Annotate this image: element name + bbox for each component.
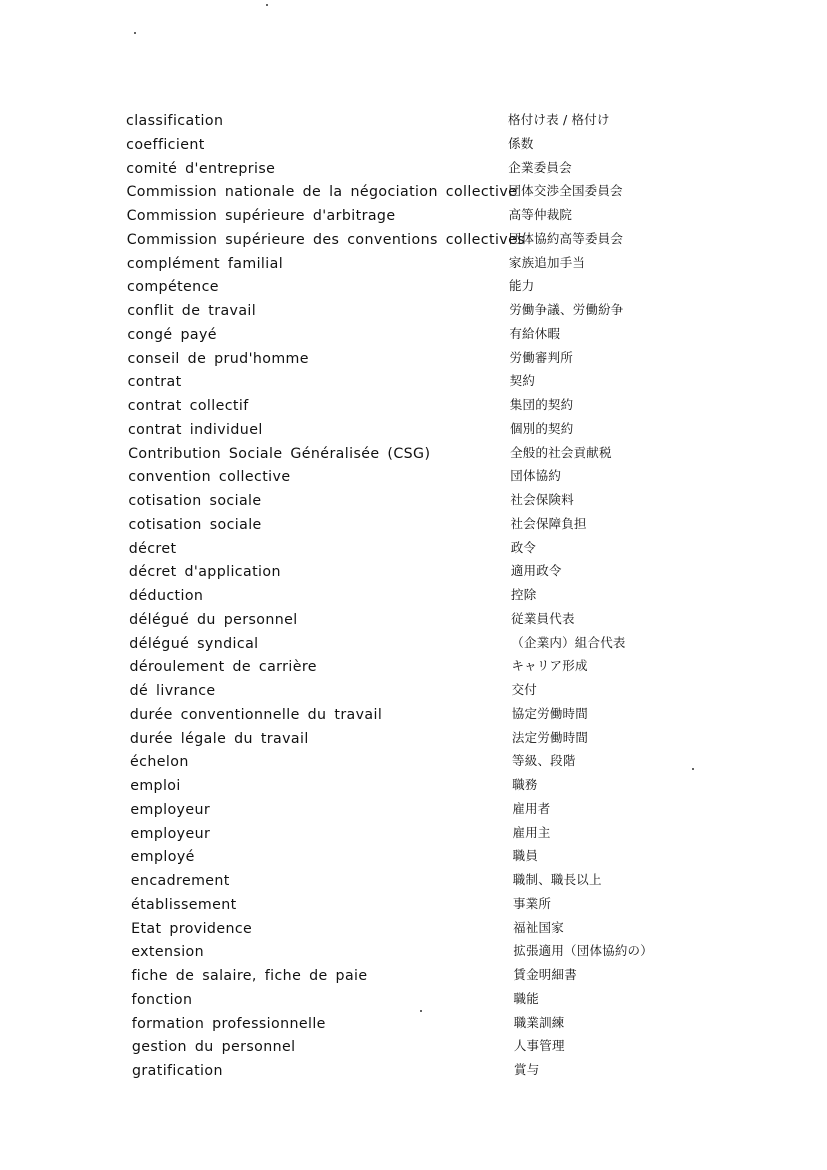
french-term: gestion du personnel — [131, 1039, 296, 1056]
glossary-entry — [126, 395, 804, 419]
japanese-term: 職能 — [513, 990, 539, 1006]
japanese-term: 雇用主 — [512, 824, 551, 840]
glossary-entry — [127, 609, 804, 633]
french-term: Contribution Sociale Généralisée (CSG) — [128, 445, 431, 462]
french-term: encadrement — [130, 873, 230, 889]
french-term: congé payé — [127, 326, 217, 343]
glossary-entry — [126, 371, 804, 395]
japanese-term: 職制、職長以上 — [512, 872, 602, 887]
japanese-term: 団体交渉全国委員会 — [508, 183, 623, 199]
french-term: fiche de salaire, fiche de paie — [131, 968, 368, 984]
glossary-entry — [127, 585, 804, 609]
glossary-entry — [127, 633, 804, 657]
french-term: déduction — [129, 588, 204, 604]
japanese-term: 職員 — [512, 848, 539, 864]
glossary-entry — [126, 490, 804, 514]
glossary-entry — [128, 680, 804, 704]
french-term: cotisation sociale — [128, 493, 262, 509]
french-term: conflit de travail — [127, 303, 257, 319]
glossary-entry — [126, 443, 804, 467]
scan-speck — [266, 4, 268, 6]
glossary-entry — [127, 538, 804, 562]
glossary-entry — [127, 514, 804, 538]
japanese-term: 福祉国家 — [513, 919, 564, 935]
french-term: contrat collectif — [127, 398, 249, 414]
glossary-entry — [124, 110, 804, 134]
glossary-entry — [124, 134, 804, 158]
french-term: délégué du personnel — [129, 611, 298, 628]
glossary-entry — [130, 989, 804, 1013]
japanese-term: 賃金明細書 — [513, 967, 577, 982]
japanese-term: 控除 — [511, 587, 537, 602]
french-term: employeur — [130, 825, 211, 842]
glossary-entry — [125, 205, 804, 229]
japanese-term: （企業内）組合代表 — [511, 634, 626, 650]
japanese-term: 契約 — [509, 373, 536, 389]
french-term: convention collective — [128, 469, 291, 486]
french-term: déroulement de carrière — [129, 659, 317, 676]
french-term: délégué syndical — [129, 635, 259, 652]
japanese-term: 個別的契約 — [509, 420, 574, 436]
japanese-term: 高等仲裁院 — [508, 207, 573, 222]
french-term: établissement — [130, 896, 237, 913]
japanese-term: 社会保険料 — [510, 492, 574, 507]
french-term: compétence — [127, 279, 219, 296]
glossary-entry — [125, 229, 804, 253]
glossary-entry — [127, 656, 804, 680]
japanese-term: 団体協約高等委員会 — [508, 230, 624, 246]
glossary-entry — [130, 1060, 804, 1084]
japanese-term: キャリア形成 — [511, 658, 588, 674]
french-term: emploi — [130, 778, 181, 794]
french-term: conseil de prud'homme — [127, 350, 309, 367]
glossary-entry — [126, 419, 804, 443]
french-term: gratification — [132, 1063, 223, 1079]
japanese-term: 団体協約 — [510, 468, 562, 484]
french-term: décret — [128, 540, 177, 557]
glossary-entry — [124, 158, 804, 182]
japanese-term: 社会保障負担 — [510, 515, 587, 531]
glossary-entry — [125, 324, 804, 348]
japanese-term: 人事管理 — [513, 1038, 565, 1054]
japanese-term: 労働審判所 — [509, 349, 574, 365]
glossary-entry — [124, 181, 804, 205]
french-term: comité d'entreprise — [126, 160, 276, 177]
french-term: contrat individuel — [127, 421, 263, 438]
french-term: durée conventionnelle du travail — [129, 706, 383, 723]
glossary-entry — [129, 870, 804, 894]
japanese-term: 格付け表 / 格付け — [508, 112, 610, 127]
french-term: durée légale du travail — [129, 730, 309, 747]
glossary-entry — [125, 253, 804, 277]
french-term: formation professionnelle — [131, 1015, 326, 1032]
glossary-entry — [130, 1013, 804, 1037]
glossary-entry — [128, 775, 804, 799]
japanese-term: 能力 — [509, 278, 535, 294]
french-term: classification — [126, 113, 224, 129]
japanese-term: 集団的契約 — [509, 397, 574, 412]
glossary-entry — [127, 561, 804, 585]
glossary-list — [124, 110, 804, 1084]
japanese-term: 労働争議、労働紛争 — [509, 302, 624, 317]
japanese-term: 協定労働時間 — [511, 705, 588, 721]
french-term: Commission supérieure des conventions collectives — [126, 231, 526, 248]
french-term: décret d'application — [128, 564, 281, 581]
japanese-term: 従業員代表 — [511, 610, 575, 626]
japanese-term: 適用政令 — [510, 563, 562, 579]
japanese-term: 拡張適用（団体協約の） — [513, 943, 653, 959]
japanese-term: 等級、段階 — [512, 753, 576, 769]
scan-speck — [134, 32, 136, 34]
glossary-entry — [125, 276, 804, 300]
french-term: Commission nationale de la négociation collective — [126, 184, 518, 201]
japanese-term: 有給休暇 — [509, 325, 561, 341]
french-term: complément familial — [126, 255, 284, 272]
french-term: Commission supérieure d'arbitrage — [126, 208, 396, 224]
french-term: coefficient — [126, 136, 205, 153]
japanese-term: 賞与 — [514, 1062, 540, 1077]
glossary-entry — [129, 965, 804, 989]
french-term: dé livrance — [129, 683, 216, 699]
french-term: Etat providence — [131, 920, 253, 937]
japanese-term: 交付 — [511, 682, 537, 697]
glossary-entry — [129, 846, 804, 870]
glossary-entry — [126, 466, 804, 490]
french-term: employé — [130, 849, 195, 866]
french-term: extension — [131, 944, 205, 961]
glossary-entry — [129, 941, 804, 965]
french-term: employeur — [130, 801, 211, 818]
japanese-term: 家族追加手当 — [508, 254, 586, 270]
japanese-term: 係数 — [508, 135, 534, 151]
japanese-term: 法定労働時間 — [511, 729, 589, 745]
glossary-entry — [128, 751, 804, 775]
japanese-term: 雇用者 — [512, 800, 551, 816]
glossary-entry — [129, 918, 804, 942]
french-term: cotisation sociale — [128, 516, 262, 533]
japanese-term: 全般的社会貢献税 — [510, 444, 612, 460]
french-term: échelon — [130, 754, 189, 771]
japanese-term: 企業委員会 — [508, 159, 572, 175]
glossary-entry — [128, 704, 804, 728]
french-term: contrat — [127, 374, 182, 391]
glossary-entry — [130, 1036, 804, 1060]
japanese-term: 事業所 — [512, 895, 552, 911]
glossary-entry — [126, 348, 805, 372]
glossary-entry — [129, 823, 805, 847]
glossary-entry — [125, 300, 804, 324]
japanese-term: 政令 — [510, 539, 537, 555]
glossary-entry — [128, 799, 804, 823]
japanese-term: 職務 — [512, 777, 538, 792]
japanese-term: 職業訓練 — [513, 1014, 565, 1030]
glossary-entry — [129, 894, 804, 918]
french-term: fonction — [131, 991, 193, 1008]
glossary-entry — [128, 728, 804, 752]
